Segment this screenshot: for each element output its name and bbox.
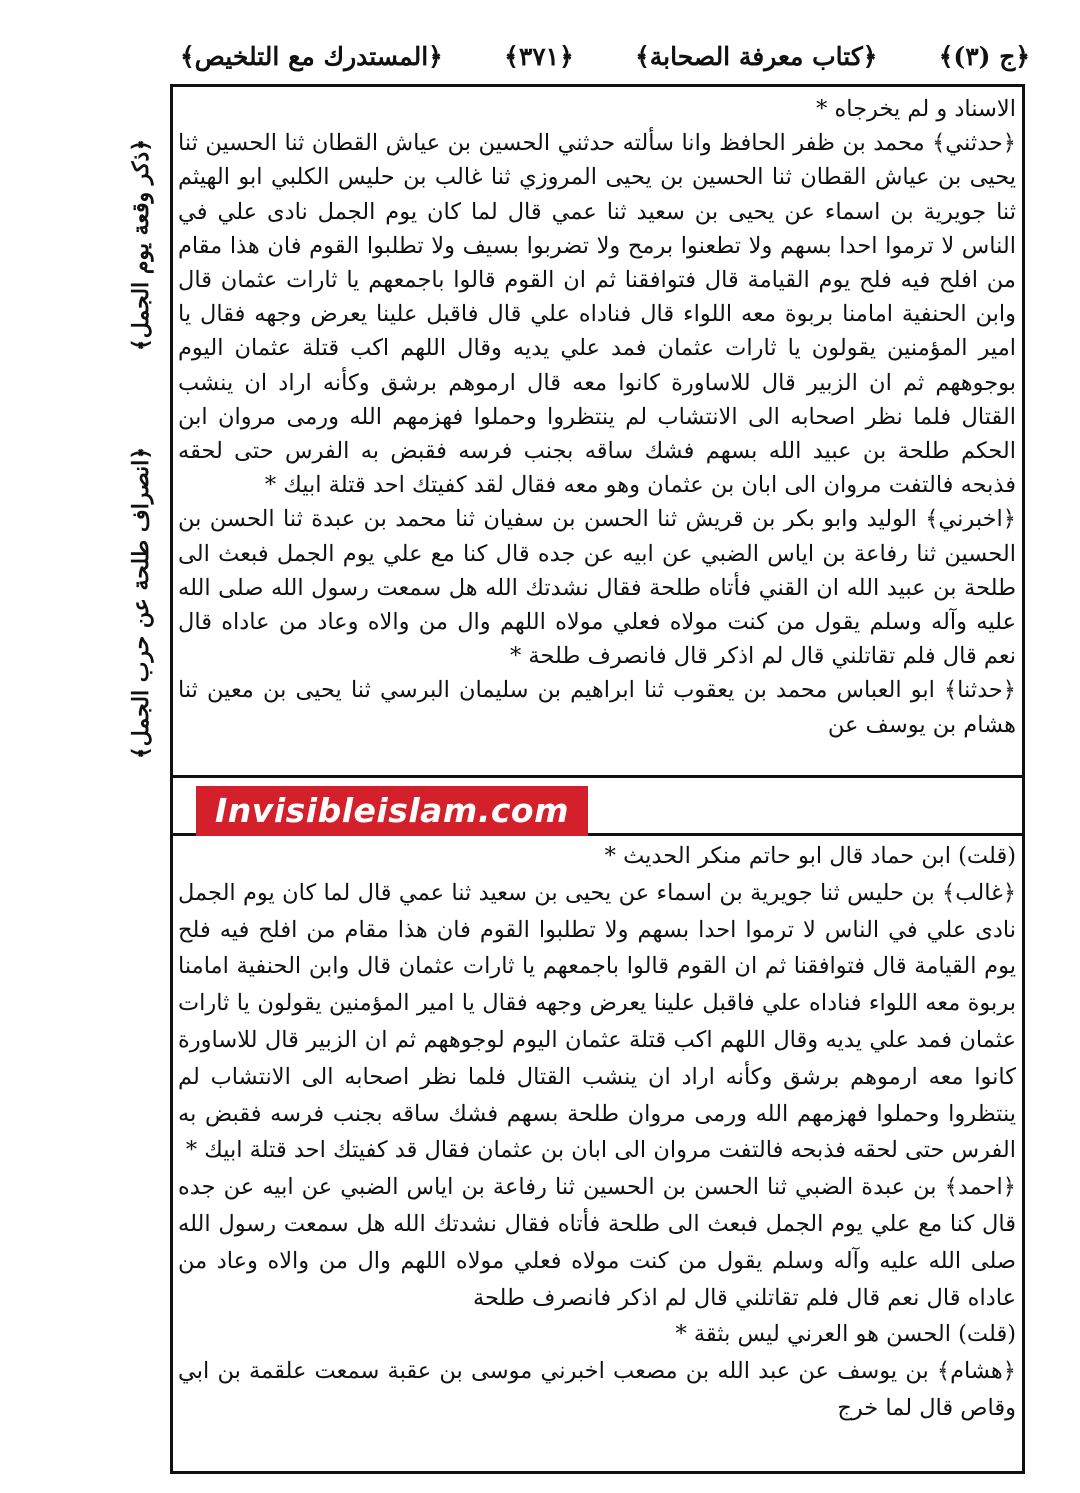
margin-note-bottom-text: ﴿انصراف طلحة عن حرب الجمل﴾ [128, 446, 155, 759]
chapter-title: ﴿كتاب معرفة الصحابة﴾ [635, 41, 878, 71]
book-title: ﴿المستدرك مع التلخيص﴾ [180, 41, 443, 71]
page-number: ﴿٣٧١﴾ [504, 41, 574, 71]
margin-note-top [120, 125, 162, 365]
margin-note-top-text: ﴿ذكر وقعة يوم الجمل﴾ [128, 138, 155, 352]
section-divider-top [172, 775, 1023, 778]
talkhis-text-block [178, 838, 1016, 1468]
talkhis-paragraph-1: (قلت) ابن حماد قال ابو حاتم منكر الحديث * [604, 843, 1016, 869]
main-paragraph-3: ﴿اخبرني﴾ الوليد وابو بكر بن قريش ثنا الحسن بن سفيان ثنا محمد بن عبدة ثنا الحسن بن الحسين ثنا رفاعة بن اياس الضبي عن ابيه عن جده قال كنا مع علي يوم الجمل فبعث الى طلحة بن عبيد الله ان القني فأتاه طلحة فقال نشدتك الله هل سمعت رسول الله صلى الله عليه وآله وسلم يقول من كنت مولاه فعلي مولاه اللهم وال من والاه وعاد من عاداه قال نعم قال فلم تقاتلني قال لم اذكر قال فانصرف طلحة * [178, 506, 1016, 670]
talkhis-paragraph-3: ﴿احمد﴾ بن عبدة الضبي ثنا الحسن بن الحسين ثنا رفاعة بن اياس الضبي عن ابيه عن جده قال كنا مع علي يوم الجمل فبعث الى طلحة فأتاه فقال نشدتك الله هل سمعت رسول الله صلى الله عليه وآله وسلم يقول من كنت مولاه فعلي مولاه اللهم وال من والاه وعاد من عاداه قال نعم قال فلم تقاتلني قال لم اذكر فانصرف طلحة [178, 1174, 1016, 1311]
page-header [180, 36, 1030, 76]
talkhis-paragraph-5: ﴿هشام﴾ بن يوسف عن عبد الله بن مصعب اخبرني موسى بن عقبة سمعت علقمة بن ابي وقاص قال لما خرج [178, 1358, 1016, 1421]
main-paragraph-1: الاسناد و لم يخرجاه * [816, 96, 1016, 122]
margin-note-bottom [120, 446, 162, 759]
main-paragraph-4: ﴿حدثنا﴾ ابو العباس محمد بن يعقوب ثنا ابراهيم بن سليمان البرسي ثنا يحيى بن معين ثنا هشام بن يوسف عن [178, 677, 1016, 738]
watermark-banner: Invisibleislam.com [196, 786, 588, 836]
talkhis-paragraph-2: ﴿غالب﴾ بن حليس ثنا جويرية بن اسماء عن يحيى بن سعيد ثنا عمي قال لما كان يوم الجمل نادى علي في الناس لا ترموا احدا بسهم ولا تطلبوا القوم فان هذا مقام من افلح فيه فلح يوم القيامة قال فتوافقنا ثم ان القوم قالوا باجمعهم يا ثارات عثمان قال وابن الحنفية امامنا بربوة معه اللواء فناداه علي فاقبل علينا يعرض وجهه فقال يا امير المؤمنين يقولون يا ثارات عثمان فمد علي يديه وقال اللهم اكب قتلة عثمان اليوم لوجوههم ثم ان الزبير قال للاساورة كانوا معه ارموهم برشق وكأنه اراد ان ينشب القتال فلما نظر اصحابه الى الانتشاب لم ينتظروا وحملوا فهزمهم الله ورمى مروان طلحة بسهم فشك ساقه بجنب فرسه فقبض به الفرس حتى لحقه فذبحه فالتفت مروان الى ابان بن عثمان فقال قد كفيتك احد قتلة ابيك * [178, 879, 1016, 1164]
main-text-block [178, 92, 1016, 772]
talkhis-paragraph-4: (قلت) الحسن هو العرني ليس بثقة * [675, 1321, 1016, 1348]
volume-number: ﴿ج (٣)﴾ [938, 41, 1030, 71]
main-paragraph-2: ﴿حدثني﴾ محمد بن ظفر الحافظ وانا سألته حدثني الحسين بن عياش القطان ثنا الحسين ثنا يحيى بن عياش القطان ثنا الحسين بن يحيى المروزي ثنا غالب بن حليس الكلبي ابو الهيثم ثنا جويرية بن اسماء عن يحيى بن سعيد ثنا عمي قال لما كان يوم الجمل نادى علي في الناس لا ترموا احدا بسهم ولا تطعنوا برمح ولا تضربوا بسيف ولا تطلبوا القوم فان هذا مقام من افلح فيه فلح يوم القيامة قال فتوافقنا ثم ان القوم قالوا باجمعهم يا ثارات عثمان قال وابن الحنفية امامنا بربوة معه اللواء قال فناداه علي قال فاقبل علينا يعرض وجهه فقال يا امير المؤمنين يقولون يا ثارات عثمان فمد علي يديه وقال اللهم اكب قتلة عثمان اليوم بوجوههم ثم ان الزبير قال للاساورة كانوا معه قال ارموهم برشق وكأنه اراد ان ينشب القتال فلما نظر اصحابه الى الانتشاب لم ينتظروا وحملوا فهزمهم الله ورمى مروان ابن الحكم طلحة بن عبيد الله بسهم فشك ساقه بجنب فرسه فقبض به الفرس حتى لحقه فذبحه فالتفت مروان الى ابان بن عثمان وهو معه فقال لقد كفيتك احد قتلة ابيك * [178, 130, 1016, 499]
